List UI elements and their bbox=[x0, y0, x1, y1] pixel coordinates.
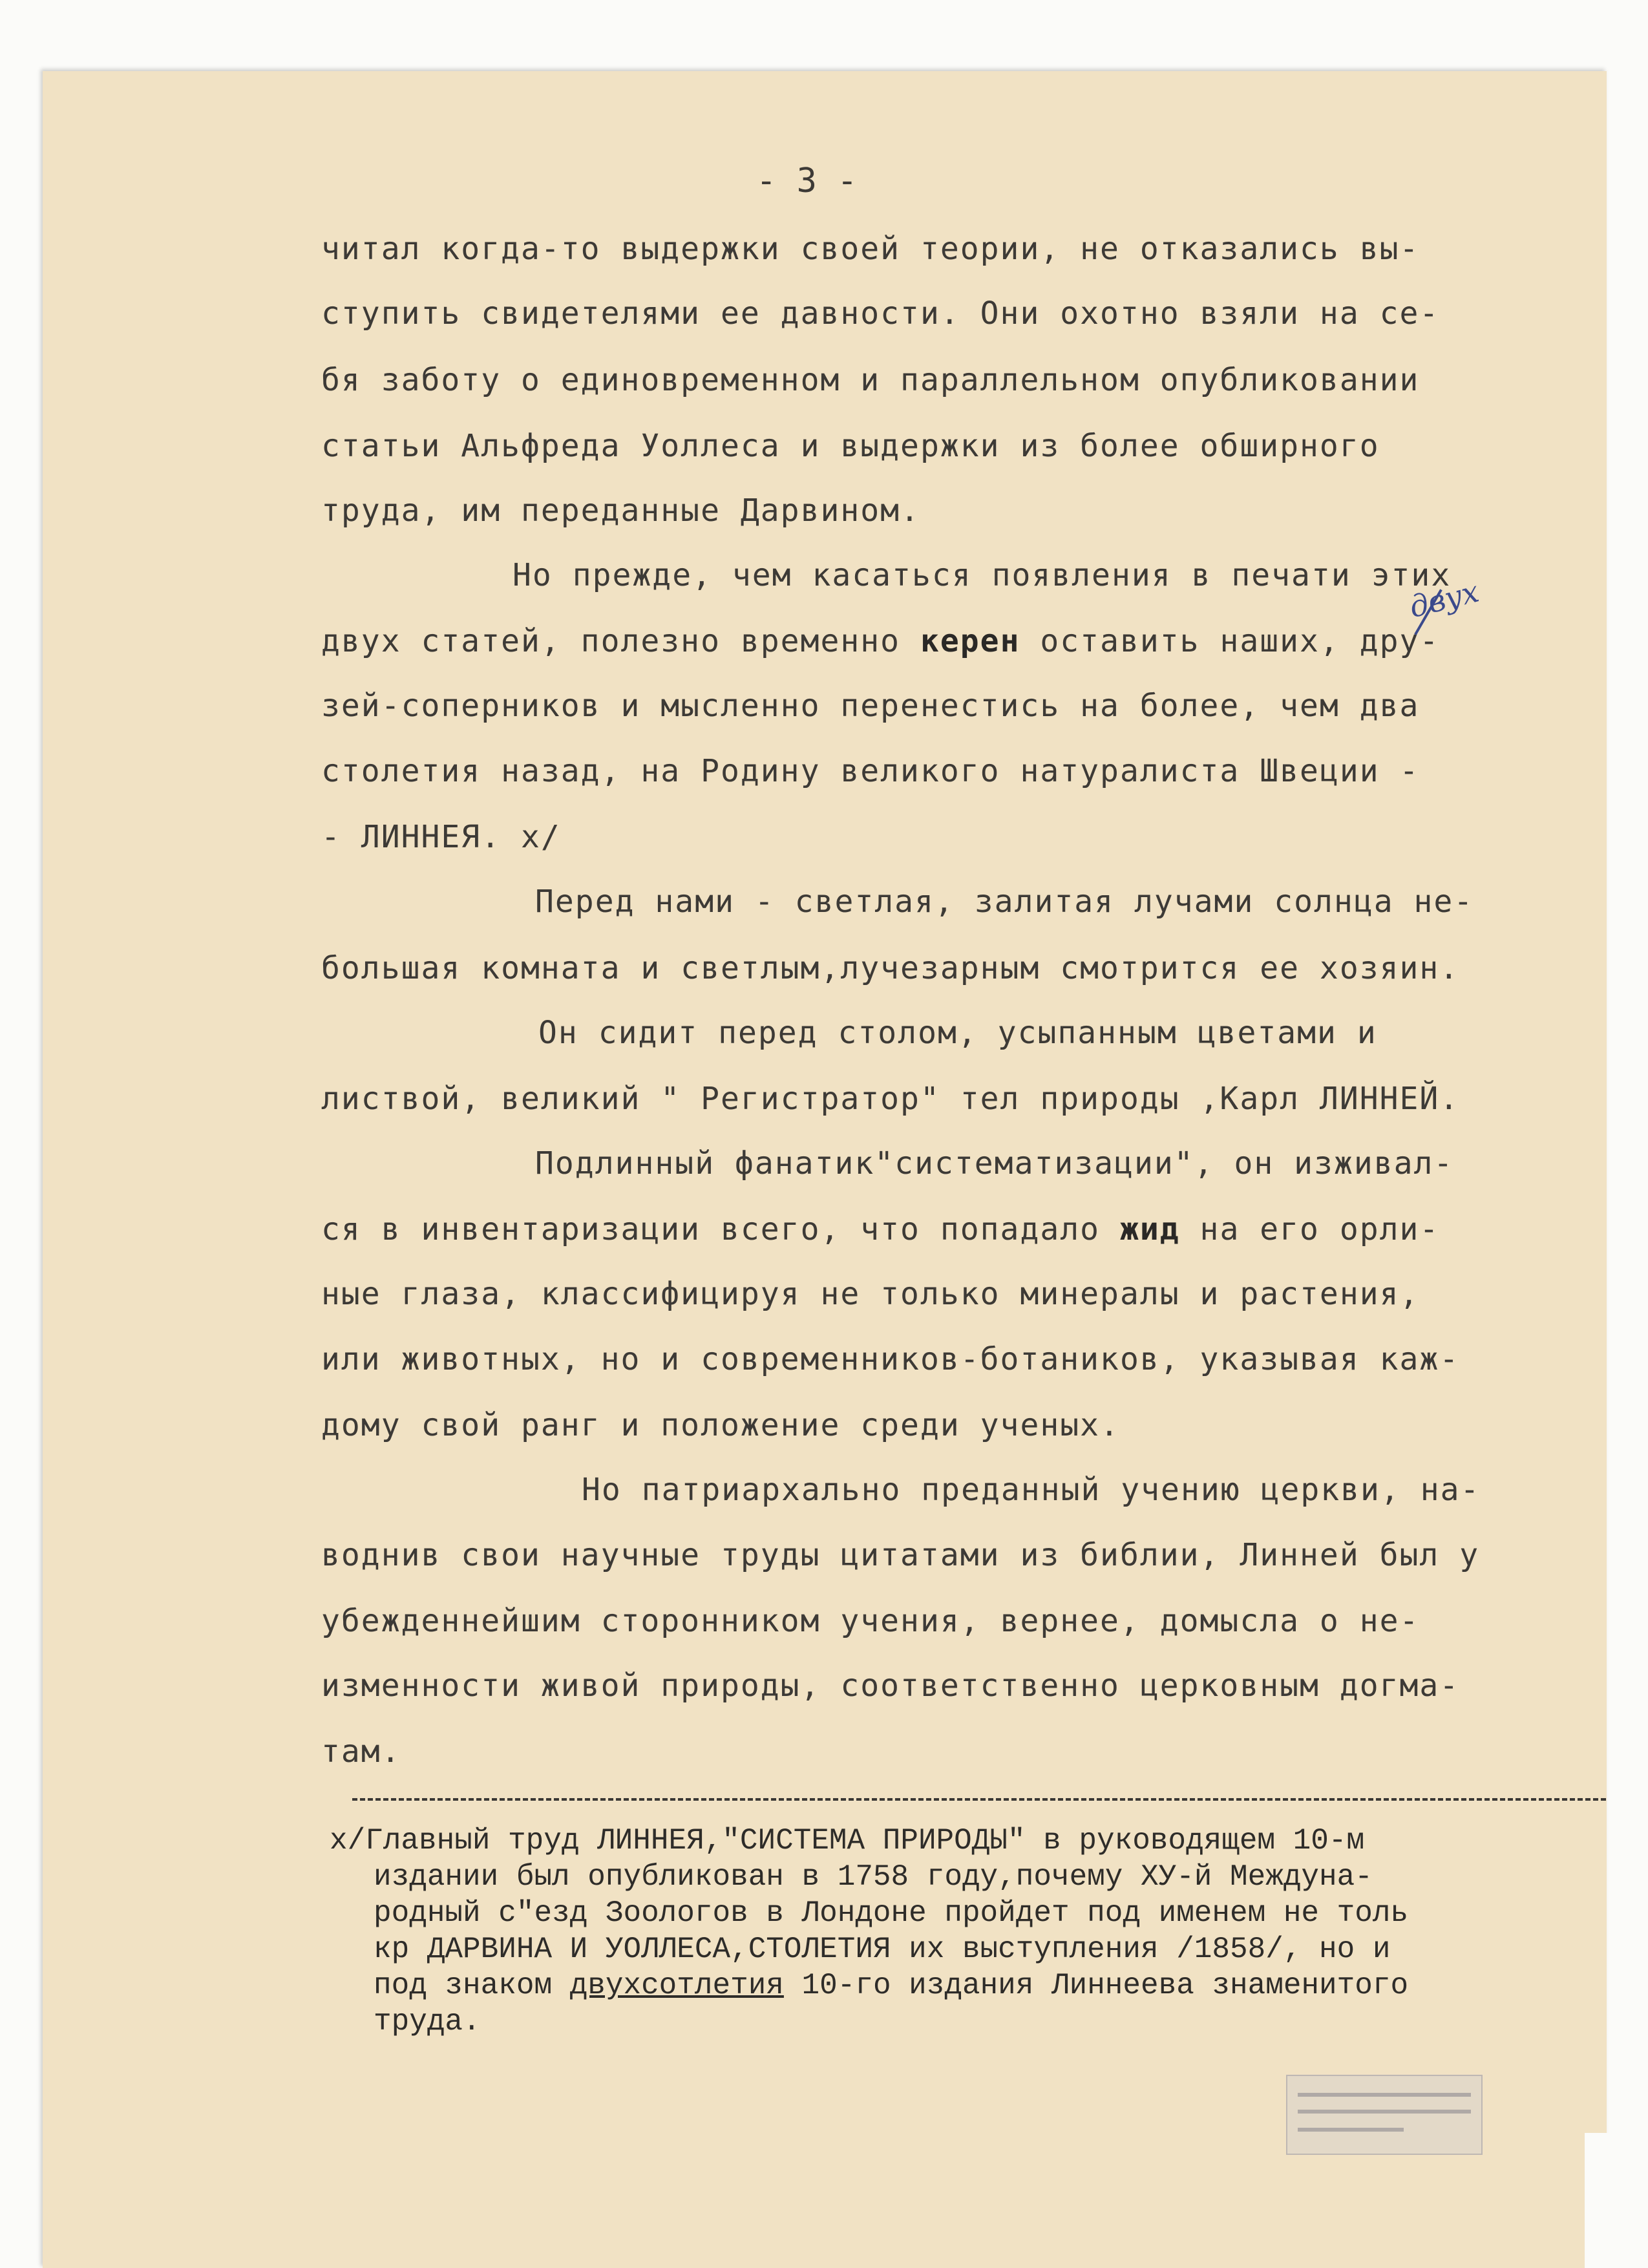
body-line: ступить свидетелями ее давности. Они охотно взяли на се- bbox=[321, 295, 1440, 332]
footnote-text: 10-го издания Линнеева знаменитого bbox=[783, 1969, 1409, 2002]
footnote-line bbox=[374, 1967, 1408, 2004]
body-line: Но патриархально преданный учению церкви, на- bbox=[582, 1472, 1481, 1508]
body-line-with-correction bbox=[321, 622, 1439, 661]
body-line: зей-соперников и мысленно перенестись на более, чем два bbox=[321, 688, 1420, 724]
archive-stamp bbox=[1286, 2075, 1483, 2155]
body-line-with-footnote-mark bbox=[321, 818, 561, 856]
body-line-end: на его орли- bbox=[1179, 1211, 1440, 1247]
footnote-line: кр ДАРВИНА И УОЛЛЕСА,СТОЛЕТИЯ их выступления /1858/, но и bbox=[374, 1933, 1391, 1966]
body-line: Перед нами - светлая, залитая лучами солнца не- bbox=[535, 884, 1474, 920]
page-number: - 3 - bbox=[756, 162, 858, 200]
body-line: Но прежде, чем касаться появления в печати этих bbox=[512, 557, 1452, 593]
body-line: изменности живой природы, соответственно церковным догма- bbox=[321, 1668, 1460, 1704]
body-line: статьи Альфреда Уоллеса и выдержки из более обширного bbox=[321, 428, 1380, 464]
body-line-with-correction bbox=[321, 1210, 1439, 1249]
body-line: или животных, но и современников-ботаников, указывая каж- bbox=[321, 1341, 1460, 1377]
body-line: бя заботу о единовременном и параллельном опубликовании bbox=[321, 362, 1420, 398]
body-line: листвой, великий " Регистратор" тел природы ,Карл ЛИННЕЙ. bbox=[321, 1081, 1460, 1117]
stamp-line bbox=[1298, 2128, 1404, 2132]
body-line: дому свой ранг и положение среди ученых. bbox=[321, 1407, 1120, 1443]
footnote-separator bbox=[352, 1798, 1606, 1801]
footnote-line: родный с"езд Зоологов в Лондоне пройдет под именем не толь bbox=[374, 1896, 1409, 1930]
body-line: убежденнейшим сторонником учения, вернее, домысла о не- bbox=[321, 1603, 1420, 1639]
handwritten-insert: двух bbox=[1406, 573, 1483, 625]
body-line: читал когда-то выдержки своей теории, не отказались вы- bbox=[321, 231, 1420, 267]
footnote-text: под знаком bbox=[374, 1969, 553, 2002]
body-line: там. bbox=[321, 1733, 401, 1770]
struck-word: керен bbox=[920, 623, 1020, 659]
body-line-start: двух статей, полезно временно bbox=[321, 623, 901, 659]
body-line: столетия назад, на Родину великого натуралиста Швеции - bbox=[321, 753, 1420, 789]
struck-word: жид bbox=[1119, 1211, 1180, 1247]
footnote-line: х/Главный труд ЛИННЕЯ,"СИСТЕМА ПРИРОДЫ" в руководящем 10-м bbox=[330, 1824, 1365, 1858]
body-line-text: - ЛИННЕЯ. bbox=[321, 819, 502, 855]
underlined-word: двухсотлетия bbox=[569, 1969, 784, 2002]
body-line: Подлинный фанатик"систематизации", он изживал- bbox=[535, 1145, 1454, 1182]
footnote-line: труда. bbox=[374, 2005, 481, 2039]
body-line: труда, им переданные Дарвином. bbox=[321, 493, 920, 529]
body-line-end: оставить наших, дру- bbox=[1020, 623, 1440, 659]
stamp-line bbox=[1298, 2093, 1471, 2097]
body-line: воднив свои научные труды цитатами из библии, Линней был у bbox=[321, 1537, 1480, 1573]
paper-corner bbox=[1585, 2133, 1611, 2268]
footnote-marker: х/ bbox=[521, 819, 561, 855]
footnote-line: издании был опубликован в 1758 году,почему ХУ-й Междуна- bbox=[374, 1860, 1373, 1894]
stamp-line bbox=[1298, 2110, 1471, 2114]
body-line: Он сидит перед столом, усыпанным цветами и bbox=[538, 1015, 1377, 1051]
body-line: ные глаза, классифицируя не только минералы и растения, bbox=[321, 1276, 1420, 1312]
body-line: большая комната и светлым,лучезарным смотрится ее хозяин. bbox=[321, 950, 1460, 986]
body-line-start: ся в инвентаризации всего, что попадало bbox=[321, 1211, 1101, 1247]
